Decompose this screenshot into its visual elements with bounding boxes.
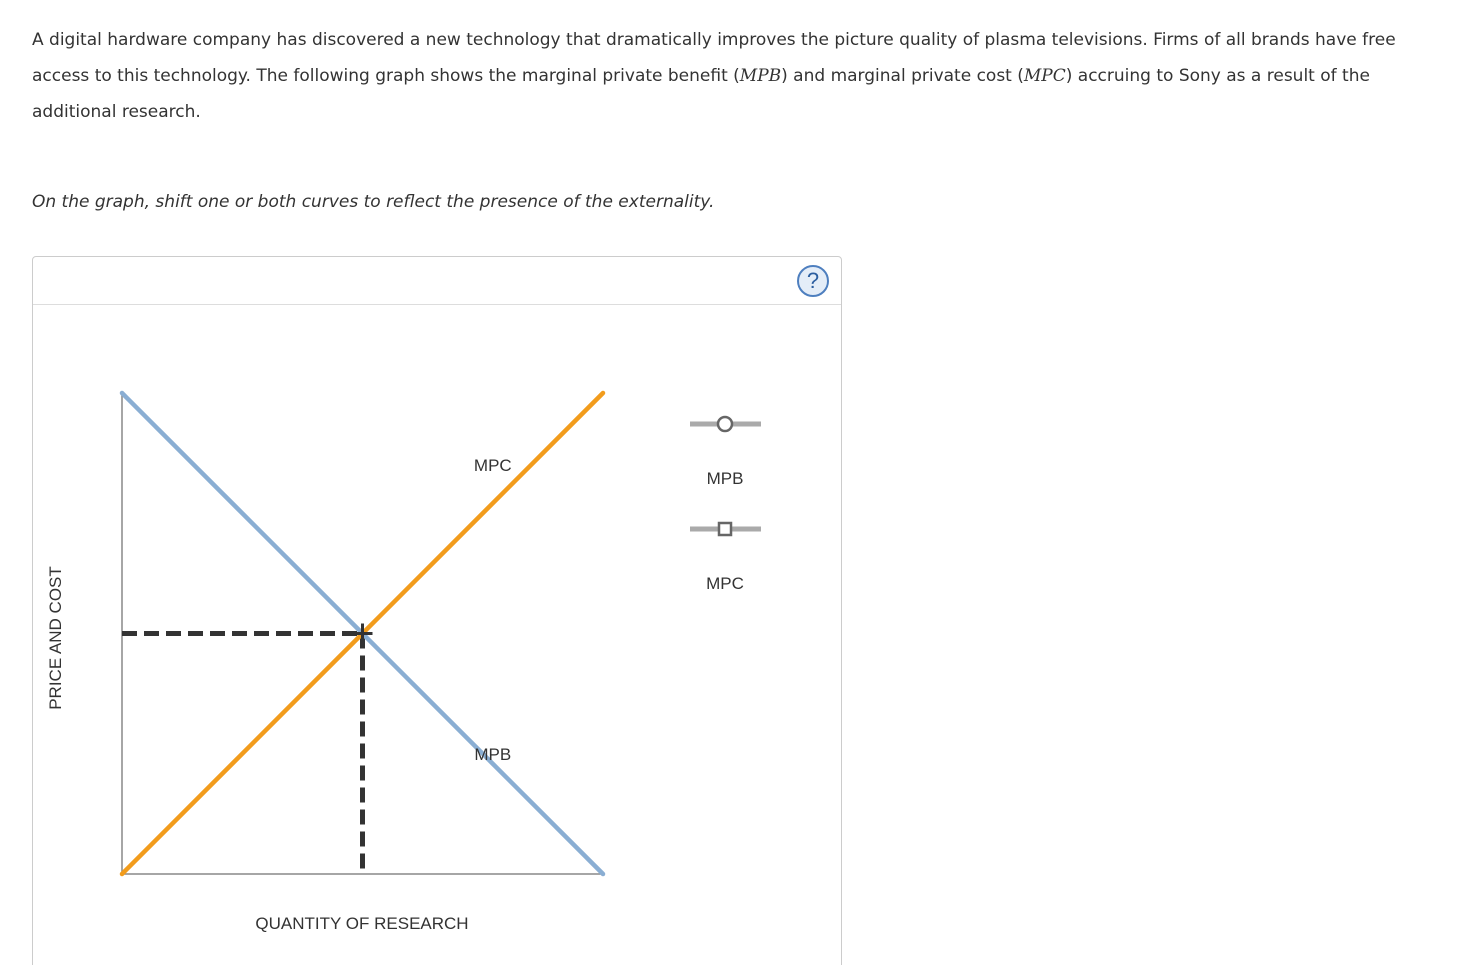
graph-svg xyxy=(33,257,841,965)
problem-text-part1: A digital hardware company has discovered a new technology that dramatically improves the picture quality of plasma televisions. Firms of all brands have free access to this technology. The following graph shows the marginal private benefit ( xyxy=(32,30,1396,86)
square-marker-icon xyxy=(719,523,731,535)
y-axis-title: PRICE AND COST xyxy=(46,566,65,710)
legend-mpb-tool[interactable] xyxy=(690,417,761,488)
graph-panel xyxy=(32,256,842,965)
instruction-text: On the graph, shift one or both curves to reflect the presence of the externality. xyxy=(32,192,715,212)
mpb-curve-label: MPB xyxy=(474,744,512,764)
help-icon[interactable]: ? xyxy=(797,265,829,297)
legend-mpc-label: MPC xyxy=(706,574,744,593)
circle-marker-icon xyxy=(718,417,732,431)
legend-mpb-label: MPB xyxy=(706,469,744,488)
problem-text-part3: ) accruing to Sony as a result of the additional research. xyxy=(32,66,1370,122)
math-mpb: MPB xyxy=(739,66,782,86)
mpc-curve-label: MPC xyxy=(473,456,512,476)
problem-text-part2: ) and marginal private cost ( xyxy=(781,66,1024,86)
legend-mpc-tool[interactable] xyxy=(690,523,761,593)
math-mpc: MPC xyxy=(1023,66,1066,86)
x-axis-title: QUANTITY OF RESEARCH xyxy=(255,914,469,933)
problem-statement xyxy=(32,22,1422,130)
